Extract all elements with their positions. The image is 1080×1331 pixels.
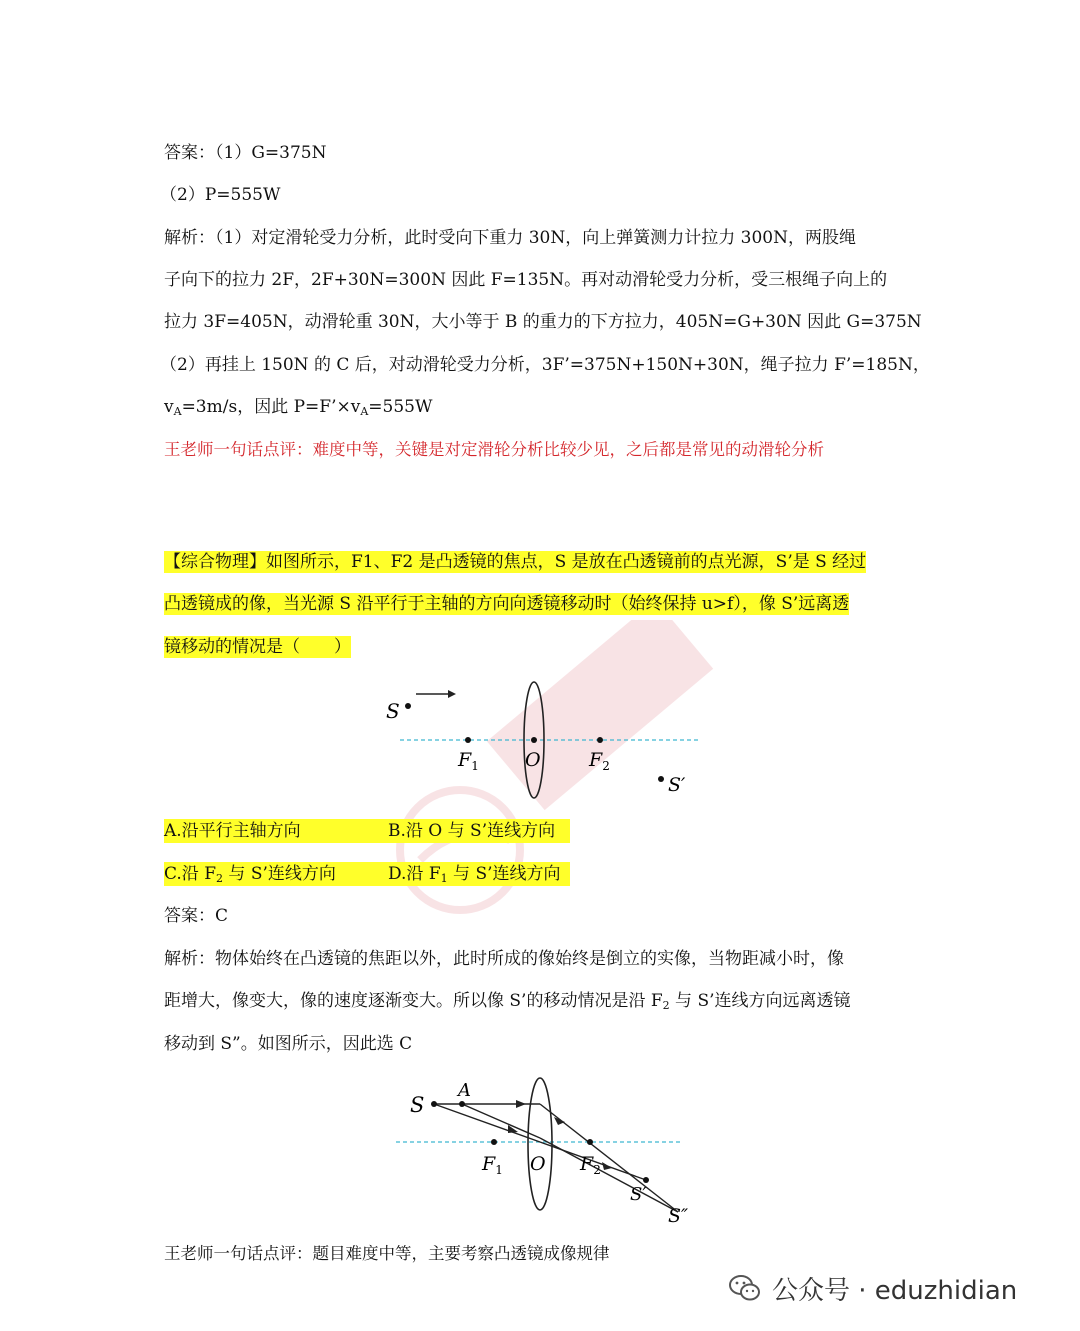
q2-question-line: 【综合物理】如图所示，F1、F2 是凸透镜的焦点，S 是放在凸透镜前的点光源，S’是 S 经过 xyxy=(164,552,867,572)
point-F2 xyxy=(587,1139,593,1145)
q1-analysis-last-line xyxy=(164,395,432,419)
wechat-footer xyxy=(728,1268,1017,1308)
arrow-head-icon xyxy=(516,1100,526,1108)
option-d[interactable]: D.沿 $F_1$ 与 S’连线方向 xyxy=(388,862,570,886)
q1-answer-line2: （2）P=555W xyxy=(160,185,281,205)
point-S xyxy=(405,703,411,709)
label-S: S xyxy=(410,1093,425,1117)
label-S-prime: S′ xyxy=(668,774,686,796)
analysis-end: =555W xyxy=(368,397,433,417)
q2-analysis-line3: 移动到 S”。如图所示，因此选 C xyxy=(164,1034,413,1054)
lens-figure-2 xyxy=(390,1072,710,1232)
label-S-prime: S′ xyxy=(630,1184,647,1205)
q2-question-line: 凸透镜成的像，当光源 S 沿平行于主轴的方向向透镜移动时（始终保持 u>f），像 S’远离透 xyxy=(164,594,850,614)
q2-question-line: 镜移动的情况是（ ） xyxy=(164,637,351,657)
subscript: A xyxy=(173,405,182,418)
q1-analysis-line: （2）再挂上 150N 的 C 后，对动滑轮受力分析，3F’=375N+150N+30N，绳子拉力 F’=185N， xyxy=(160,355,930,375)
label-F2: $F_2$ xyxy=(589,749,610,773)
label-F2: $F_2$ xyxy=(580,1153,601,1177)
q1-analysis-line: 拉力 3F=405N，动滑轮重 30N，大小等于 B 的重力的下方拉力，405N=G+30N 因此 G=375N xyxy=(164,312,922,332)
lens-figure-1 xyxy=(380,676,710,806)
point-A xyxy=(459,1101,465,1107)
option-a[interactable]: A.沿平行主轴方向 xyxy=(164,819,388,843)
point-S-prime xyxy=(643,1177,649,1183)
point-S-prime xyxy=(658,776,664,782)
subscript: A xyxy=(360,405,369,418)
convex-lens xyxy=(528,1078,552,1210)
q1-teacher-comment: 王老师一句话点评：难度中等，关键是对定滑轮分析比较少见，之后都是常见的动滑轮分析 xyxy=(164,440,824,459)
q1-analysis-line: 子向下的拉力 2F，2F+30N=300N 因此 F=135N。再对动滑轮受力分析，受三根绳子向上的 xyxy=(164,270,888,290)
option-c[interactable]: C.沿 $F_2$ 与 S’连线方向 xyxy=(164,862,388,886)
arrow-head-icon xyxy=(554,1117,565,1125)
q2-teacher-comment: 王老师一句话点评：题目难度中等，主要考察凸透镜成像规律 xyxy=(164,1244,610,1263)
arrow-head-icon xyxy=(602,1162,612,1170)
label-S: S xyxy=(386,699,400,723)
ray-through-center-2b xyxy=(540,1138,678,1212)
point-F1 xyxy=(491,1139,497,1145)
point-F1 xyxy=(465,737,471,743)
footer-label: 公众号 · eduzhidian xyxy=(772,1275,1018,1306)
q2-analysis-line1: 解析：物体始终在凸透镜的焦距以外，此时所成的像始终是倒立的实像，当物距减小时，像 xyxy=(164,949,844,969)
label-A: A xyxy=(458,1080,471,1101)
q2-analysis-line2: 距增大，像变大，像的速度逐渐变大。所以像 S’的移动情况是沿 $F_2$ 与 S’连线方向远离透镜 xyxy=(164,991,851,1012)
wechat-icon xyxy=(728,1273,762,1303)
arrow-head-icon xyxy=(448,690,456,698)
label-S-double-prime: S″ xyxy=(668,1205,689,1227)
label-O: O xyxy=(525,749,541,771)
label-O: O xyxy=(530,1153,546,1175)
q1-answer-line1: 答案：（1）G=375N xyxy=(164,143,327,163)
point-O xyxy=(531,737,537,743)
point-F2 xyxy=(597,737,603,743)
q1-analysis-line: 解析：（1）对定滑轮受力分析，此时受向下重力 30N，向上弹簧测力计拉力 300N，两股绳 xyxy=(164,228,856,248)
q2-answer: 答案：C xyxy=(164,906,229,926)
label-F1: $F_1$ xyxy=(482,1153,503,1177)
var-v: v xyxy=(164,397,174,417)
ray-through-center-1 xyxy=(434,1104,540,1142)
analysis-mid: =3m/s，因此 P=F’×v xyxy=(181,397,361,417)
label-F1: $F_1$ xyxy=(458,749,479,773)
point-S xyxy=(431,1101,437,1107)
option-b[interactable]: B.沿 O 与 S’连线方向 xyxy=(388,819,570,843)
